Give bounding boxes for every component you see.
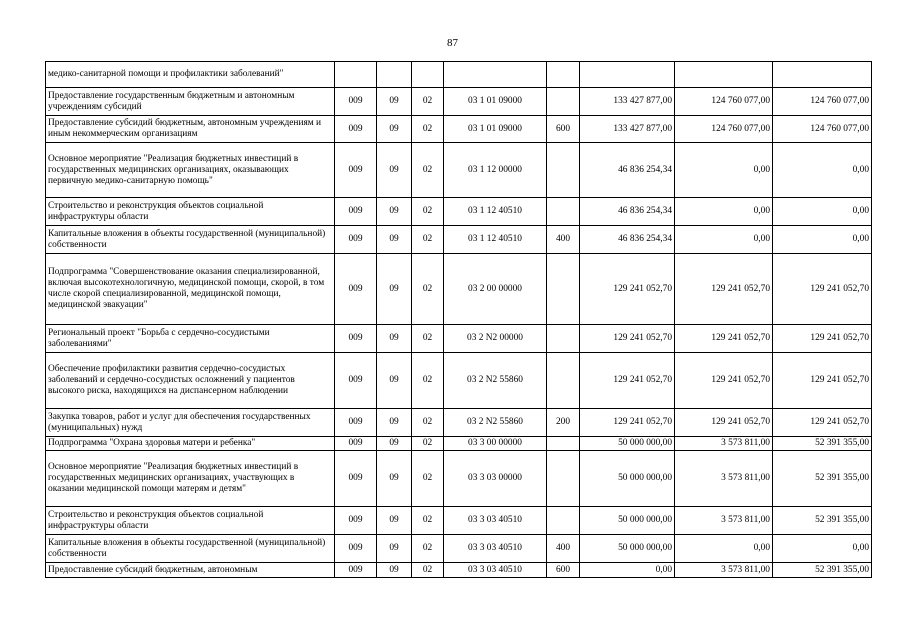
table-row	[46, 62, 872, 88]
section-code-cell: 09	[377, 116, 412, 143]
expense-type-cell	[547, 143, 580, 198]
expense-type-cell: 400	[547, 535, 580, 563]
amount-year-1-cell: 50 000 000,00	[580, 437, 675, 451]
amount-year-2-cell: 129 241 052,70	[675, 353, 773, 409]
amount-year-3-cell: 52 391 355,00	[773, 563, 872, 578]
target-article-cell: 03 1 12 40510	[444, 198, 547, 226]
amount-year-2-cell: 124 760 077,00	[675, 116, 773, 143]
row-name-cell: Региональный проект "Борьба с сердечно-сосудистыми заболеваниями"	[46, 325, 335, 353]
expense-type-cell	[547, 353, 580, 409]
table-row	[46, 198, 872, 226]
ministry-code-cell: 009	[335, 325, 377, 353]
table-row	[46, 88, 872, 116]
amount-year-1-cell: 133 427 877,00	[580, 116, 675, 143]
section-code-cell: 09	[377, 535, 412, 563]
subsection-code-cell: 02	[412, 507, 444, 535]
amount-year-2-cell: 0,00	[675, 226, 773, 254]
ministry-code-cell: 009	[335, 88, 377, 116]
amount-year-2-cell: 3 573 811,00	[675, 507, 773, 535]
row-name-cell: Подпрограмма "Охрана здоровья матери и ребенка"	[46, 437, 335, 451]
section-code-cell	[377, 62, 412, 88]
amount-year-3-cell: 52 391 355,00	[773, 437, 872, 451]
table-row	[46, 254, 872, 325]
row-name-cell: Обеспечение профилактики развития сердечно-сосудистых заболеваний и сердечно-сосудистых осложнений у пациентов высокого риска, находящихся на диспансерном наблюдении	[46, 353, 335, 409]
target-article-cell: 03 3 00 00000	[444, 437, 547, 451]
expense-type-cell	[547, 62, 580, 88]
row-name-cell: Капитальные вложения в объекты государственной (муниципальной) собственности	[46, 535, 335, 563]
amount-year-3-cell: 124 760 077,00	[773, 116, 872, 143]
amount-year-3-cell: 129 241 052,70	[773, 325, 872, 353]
section-code-cell: 09	[377, 563, 412, 578]
subsection-code-cell: 02	[412, 88, 444, 116]
table-row	[46, 353, 872, 409]
row-name-cell: медико-санитарной помощи и профилактики заболеваний"	[46, 62, 335, 88]
ministry-code-cell: 009	[335, 254, 377, 325]
target-article-cell: 03 1 12 00000	[444, 143, 547, 198]
target-article-cell: 03 3 03 40510	[444, 507, 547, 535]
amount-year-1-cell: 129 241 052,70	[580, 325, 675, 353]
subsection-code-cell: 02	[412, 409, 444, 437]
row-name-cell: Строительство и реконструкция объектов социальной инфраструктуры области	[46, 507, 335, 535]
amount-year-1-cell	[580, 62, 675, 88]
amount-year-2-cell: 3 573 811,00	[675, 451, 773, 507]
target-article-cell: 03 3 03 40510	[444, 535, 547, 563]
target-article-cell: 03 1 01 09000	[444, 88, 547, 116]
subsection-code-cell: 02	[412, 353, 444, 409]
expense-type-cell	[547, 325, 580, 353]
amount-year-1-cell: 133 427 877,00	[580, 88, 675, 116]
expense-type-cell	[547, 254, 580, 325]
amount-year-2-cell: 129 241 052,70	[675, 325, 773, 353]
target-article-cell: 03 1 01 09000	[444, 116, 547, 143]
amount-year-1-cell: 129 241 052,70	[580, 254, 675, 325]
subsection-code-cell	[412, 62, 444, 88]
expense-type-cell	[547, 198, 580, 226]
subsection-code-cell: 02	[412, 535, 444, 563]
ministry-code-cell: 009	[335, 198, 377, 226]
amount-year-1-cell: 46 836 254,34	[580, 198, 675, 226]
expense-type-cell: 600	[547, 116, 580, 143]
amount-year-2-cell	[675, 62, 773, 88]
row-name-cell: Предоставление субсидий бюджетным, автономным	[46, 563, 335, 578]
amount-year-3-cell	[773, 62, 872, 88]
section-code-cell: 09	[377, 409, 412, 437]
subsection-code-cell: 02	[412, 116, 444, 143]
subsection-code-cell: 02	[412, 451, 444, 507]
amount-year-3-cell: 0,00	[773, 143, 872, 198]
expense-type-cell	[547, 507, 580, 535]
expense-type-cell: 400	[547, 226, 580, 254]
ministry-code-cell: 009	[335, 563, 377, 578]
subsection-code-cell: 02	[412, 325, 444, 353]
row-name-cell: Предоставление субсидий бюджетным, автономным учреждениям и иным некоммерческим организациям	[46, 116, 335, 143]
row-name-cell: Строительство и реконструкция объектов социальной инфраструктуры области	[46, 198, 335, 226]
ministry-code-cell: 009	[335, 353, 377, 409]
subsection-code-cell: 02	[412, 563, 444, 578]
amount-year-1-cell: 50 000 000,00	[580, 451, 675, 507]
section-code-cell: 09	[377, 254, 412, 325]
row-name-cell: Основное мероприятие "Реализация бюджетных инвестиций в государственных медицинских организациях, участвующих в оказании медицинской помощи матерям и детям"	[46, 451, 335, 507]
table-row	[46, 226, 872, 254]
target-article-cell: 03 3 03 40510	[444, 563, 547, 578]
ministry-code-cell	[335, 62, 377, 88]
section-code-cell: 09	[377, 353, 412, 409]
row-name-cell: Предоставление государственным бюджетным и автономным учреждениям субсидий	[46, 88, 335, 116]
section-code-cell: 09	[377, 226, 412, 254]
subsection-code-cell: 02	[412, 143, 444, 198]
subsection-code-cell: 02	[412, 226, 444, 254]
subsection-code-cell: 02	[412, 437, 444, 451]
amount-year-3-cell: 52 391 355,00	[773, 507, 872, 535]
amount-year-2-cell: 124 760 077,00	[675, 88, 773, 116]
amount-year-3-cell: 124 760 077,00	[773, 88, 872, 116]
target-article-cell: 03 1 12 40510	[444, 226, 547, 254]
section-code-cell: 09	[377, 88, 412, 116]
expense-type-cell: 600	[547, 563, 580, 578]
target-article-cell	[444, 62, 547, 88]
table-row	[46, 409, 872, 437]
section-code-cell: 09	[377, 437, 412, 451]
amount-year-1-cell: 50 000 000,00	[580, 535, 675, 563]
amount-year-3-cell: 129 241 052,70	[773, 254, 872, 325]
table-row	[46, 451, 872, 507]
amount-year-2-cell: 3 573 811,00	[675, 437, 773, 451]
expense-type-cell: 200	[547, 409, 580, 437]
table-row	[46, 437, 872, 451]
amount-year-1-cell: 50 000 000,00	[580, 507, 675, 535]
section-code-cell: 09	[377, 507, 412, 535]
row-name-cell: Подпрограмма "Совершенствование оказания специализированной, включая высокотехнологичную, медицинской помощи, скорой, в том числе скорой специализированной, медицинской помощи, медицинской эвакуации"	[46, 254, 335, 325]
amount-year-1-cell: 0,00	[580, 563, 675, 578]
row-name-cell: Закупка товаров, работ и услуг для обеспечения государственных (муниципальных) нужд	[46, 409, 335, 437]
target-article-cell: 03 2 00 00000	[444, 254, 547, 325]
page-number: 87	[447, 37, 458, 49]
subsection-code-cell: 02	[412, 254, 444, 325]
amount-year-3-cell: 0,00	[773, 535, 872, 563]
amount-year-3-cell: 52 391 355,00	[773, 451, 872, 507]
amount-year-2-cell: 129 241 052,70	[675, 254, 773, 325]
table-row	[46, 116, 872, 143]
table-body	[46, 62, 872, 578]
expense-type-cell	[547, 437, 580, 451]
ministry-code-cell: 009	[335, 451, 377, 507]
amount-year-1-cell: 46 836 254,34	[580, 226, 675, 254]
amount-year-3-cell: 0,00	[773, 198, 872, 226]
table-row	[46, 563, 872, 578]
amount-year-1-cell: 46 836 254,34	[580, 143, 675, 198]
section-code-cell: 09	[377, 451, 412, 507]
ministry-code-cell: 009	[335, 535, 377, 563]
ministry-code-cell: 009	[335, 507, 377, 535]
ministry-code-cell: 009	[335, 409, 377, 437]
row-name-cell: Капитальные вложения в объекты государственной (муниципальной) собственности	[46, 226, 335, 254]
expense-type-cell	[547, 88, 580, 116]
expense-type-cell	[547, 451, 580, 507]
amount-year-1-cell: 129 241 052,70	[580, 409, 675, 437]
ministry-code-cell: 009	[335, 116, 377, 143]
amount-year-1-cell: 129 241 052,70	[580, 353, 675, 409]
amount-year-3-cell: 129 241 052,70	[773, 353, 872, 409]
ministry-code-cell: 009	[335, 437, 377, 451]
ministry-code-cell: 009	[335, 226, 377, 254]
table-row	[46, 507, 872, 535]
table-row	[46, 143, 872, 198]
amount-year-2-cell: 129 241 052,70	[675, 409, 773, 437]
target-article-cell: 03 2 N2 55860	[444, 353, 547, 409]
amount-year-2-cell: 0,00	[675, 535, 773, 563]
target-article-cell: 03 2 N2 00000	[444, 325, 547, 353]
amount-year-2-cell: 3 573 811,00	[675, 563, 773, 578]
section-code-cell: 09	[377, 198, 412, 226]
target-article-cell: 03 3 03 00000	[444, 451, 547, 507]
budget-table	[45, 61, 872, 578]
table-row	[46, 325, 872, 353]
section-code-cell: 09	[377, 325, 412, 353]
amount-year-2-cell: 0,00	[675, 198, 773, 226]
amount-year-2-cell: 0,00	[675, 143, 773, 198]
table-row	[46, 535, 872, 563]
subsection-code-cell: 02	[412, 198, 444, 226]
row-name-cell: Основное мероприятие "Реализация бюджетных инвестиций в государственных медицинских организациях, оказывающих первичную медико-санитарную помощь"	[46, 143, 335, 198]
ministry-code-cell: 009	[335, 143, 377, 198]
amount-year-3-cell: 0,00	[773, 226, 872, 254]
amount-year-3-cell: 129 241 052,70	[773, 409, 872, 437]
section-code-cell: 09	[377, 143, 412, 198]
target-article-cell: 03 2 N2 55860	[444, 409, 547, 437]
